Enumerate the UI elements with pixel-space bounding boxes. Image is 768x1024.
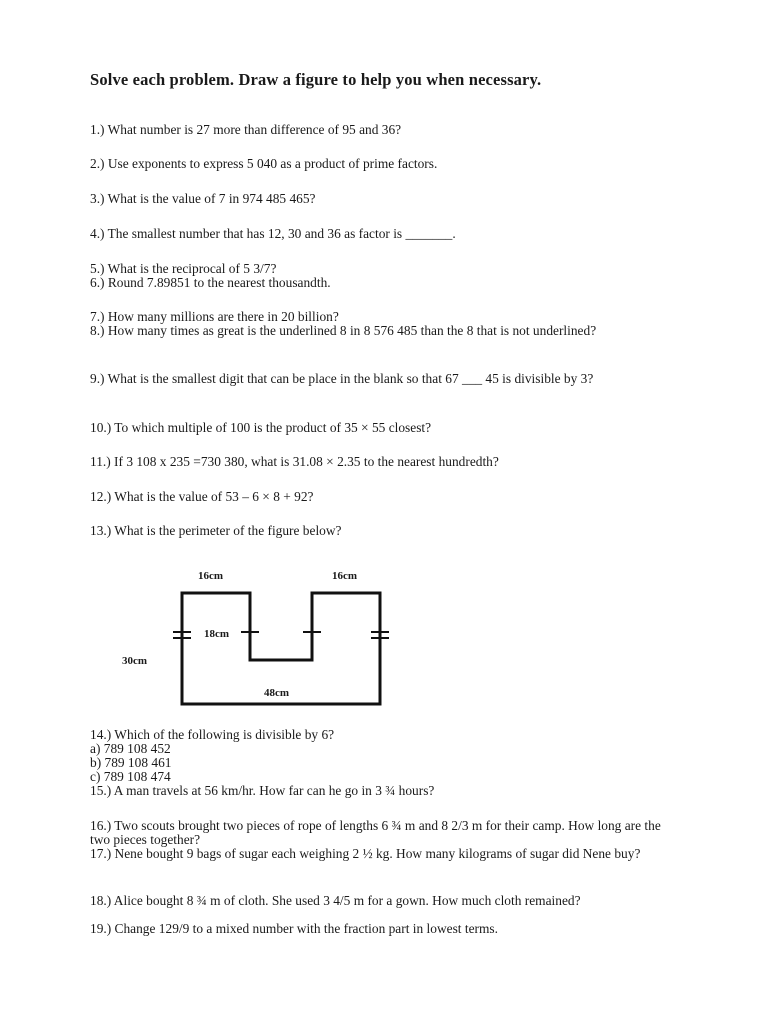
figure-outline (110, 562, 410, 712)
question-14-option-b: b) 789 108 461 (90, 755, 172, 770)
question-11: 11.) If 3 108 x 235 =730 380, what is 31.08 × 2.35 to the nearest hundredth? (90, 454, 499, 469)
question-18: 18.) Alice bought 8 ¾ m of cloth. She used 3 4/5 m for a gown. How much cloth remained? (90, 893, 581, 908)
question-9: 9.) What is the smallest digit that can be place in the blank so that 67 ___ 45 is divisible by 3? (90, 371, 594, 386)
question-10: 10.) To which multiple of 100 is the product of 35 × 55 closest? (90, 420, 432, 435)
question-14: 14.) Which of the following is divisible by 6? (90, 727, 335, 742)
question-7: 7.) How many millions are there in 20 billion? (90, 309, 339, 324)
label-inner-depth: 18cm (204, 628, 230, 640)
worksheet-title: Solve each problem. Draw a figure to help you when necessary. (90, 70, 542, 89)
question-17: 17.) Nene bought 9 bags of sugar each weighing 2 ½ kg. How many kilograms of sugar did Nene buy? (90, 846, 641, 861)
label-side: 30cm (122, 655, 148, 667)
question-16: 16.) Two scouts brought two pieces of rope of lengths 6 ¾ m and 8 2/3 m for their camp. How long are the two pieces together? (90, 818, 665, 847)
question-4: 4.) The smallest number that has 12, 30 and 36 as factor is _______. (90, 226, 456, 241)
question-14-option-c: c) 789 108 474 (90, 769, 171, 784)
question-2: 2.) Use exponents to express 5 040 as a product of prime factors. (90, 156, 438, 171)
perimeter-figure (110, 562, 410, 712)
label-top-right: 16cm (332, 570, 358, 582)
label-bottom: 48cm (264, 687, 290, 699)
label-top-left: 16cm (198, 570, 224, 582)
question-5: 5.) What is the reciprocal of 5 3/7? (90, 261, 277, 276)
question-8: 8.) How many times as great is the underlined 8 in 8 576 485 than the 8 that is not underlined? (90, 323, 597, 338)
question-3: 3.) What is the value of 7 in 974 485 465? (90, 191, 316, 206)
question-13: 13.) What is the perimeter of the figure below? (90, 523, 342, 538)
question-14-option-a: a) 789 108 452 (90, 741, 171, 756)
question-15: 15.) A man travels at 56 km/hr. How far can he go in 3 ¾ hours? (90, 783, 435, 798)
question-12: 12.) What is the value of 53 – 6 × 8 + 92? (90, 489, 314, 504)
question-1: 1.) What number is 27 more than difference of 95 and 36? (90, 122, 402, 137)
question-6: 6.) Round 7.89851 to the nearest thousandth. (90, 275, 331, 290)
question-19: 19.) Change 129/9 to a mixed number with the fraction part in lowest terms. (90, 921, 498, 936)
